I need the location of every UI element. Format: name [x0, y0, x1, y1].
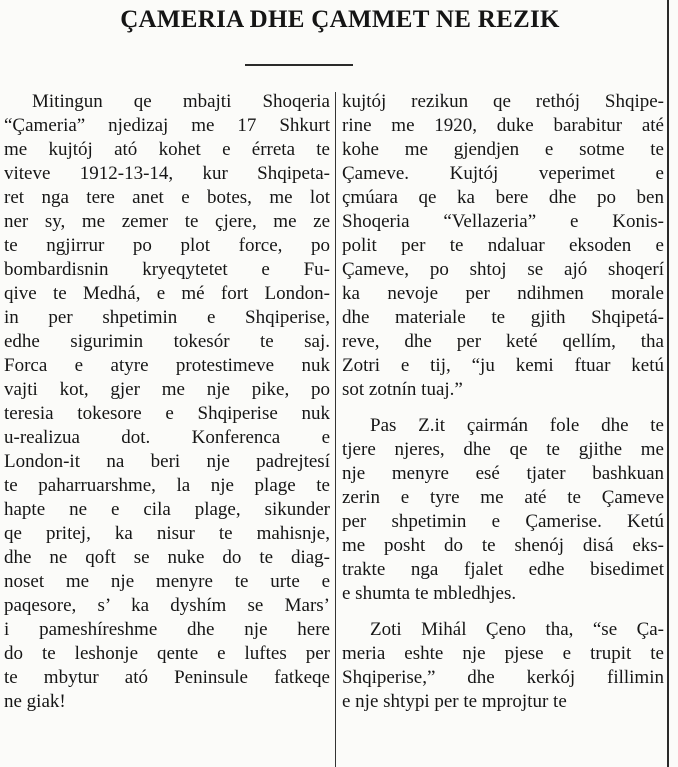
text-line: i pameshíreshme dhe nje here	[4, 619, 330, 640]
headline: ÇAMERIA DHE ÇAMMET NE REZIK	[120, 6, 560, 33]
text-line: ner sy, me zemer te çjere, me ze	[4, 211, 330, 232]
text-line: Forca e atyre protestimeve nuk	[4, 355, 330, 376]
text-line: meria eshte nje pjese e trupit te	[342, 643, 664, 664]
text-line: trakte nga fjalet edhe bisedimet	[342, 559, 664, 580]
text-line: qe pritej, ka nisur te mahisnje,	[4, 523, 330, 544]
text-line: me posht do te shenój disá eks-	[342, 535, 664, 556]
text-line: kujtój rezikun qe rethój Shqipe-	[342, 91, 664, 112]
text-line: viteve 1912-13-14, kur Shqipeta-	[4, 163, 330, 184]
text-line: zerin e tyre me até te Çameve	[342, 487, 664, 508]
text-line: e nje shtypi per te mprojtur te	[342, 691, 567, 712]
text-line: tjere njeres, dhe qe te gjithe me	[342, 439, 664, 460]
text-line: te mbytur ató Peninsule fatkeqe	[4, 667, 330, 688]
text-line: bombardisnin kryeqytetet e Fu-	[4, 259, 330, 280]
text-line: polit per te ndaluar eksoden e	[342, 235, 664, 256]
text-line: Shoqeria “Vellazeria” e Konis-	[342, 211, 664, 232]
text-line: Zoti Mihál Çeno tha, “se Ça-	[370, 619, 664, 640]
text-line: çmúara qe ka bere dhe po ben	[342, 187, 664, 208]
text-line: ret nga tere anet e botes, me lot	[4, 187, 330, 208]
text-line: te paharruarshme, la nje plage te	[4, 475, 330, 496]
page-edge-rule	[667, 0, 669, 767]
text-line: kohe me gjendjen e sotme te	[342, 139, 664, 160]
text-line: paqesore, s’ ka dyshím se Mars’	[4, 595, 330, 616]
text-line: ka nevoje per ndihmen morale	[342, 283, 664, 304]
text-line: rine me 1920, duke barabitur até	[342, 115, 664, 136]
text-line: hapte ne e cila plage, sikunder	[4, 499, 330, 520]
text-line: teresia tokesore e Shqiperise nuk	[4, 403, 330, 424]
text-line: edhe sigurimin tokesór te saj.	[4, 331, 330, 352]
paragraph	[342, 90, 664, 402]
text-line: dhe materiale te gjith Shqipetá-	[342, 307, 664, 328]
text-line: Pas Z.it çairmán fole dhe te	[370, 415, 664, 436]
text-line: ne giak!	[4, 691, 66, 712]
text-line: Zotri e tij, “ju kemi ftuar ketú	[342, 355, 664, 376]
text-line: noset me nje menyre te urte e	[4, 571, 330, 592]
text-line: me kujtój ató kohet e érreta te	[4, 139, 330, 160]
text-line: nje menyre esé tjater bashkuan	[342, 463, 664, 484]
text-line: London-it na beri nje padrejtesí	[4, 451, 330, 472]
text-line: qive te Medhá, e mé fort London-	[4, 283, 330, 304]
text-line: sot zotnín tuaj.”	[342, 379, 463, 400]
title-rule	[245, 64, 353, 66]
text-line: u-realizua dot. Konferenca e	[4, 427, 330, 448]
paragraph	[4, 90, 330, 714]
text-line: in per shpetimin e Shqiperise,	[4, 307, 330, 328]
left-column	[4, 90, 330, 714]
text-line: per shpetimin e Çamerise. Ketú	[342, 511, 664, 532]
text-line: “Çameria” njedizaj me 17 Shkurt	[4, 115, 330, 136]
paragraph	[342, 618, 664, 714]
text-line: Çameve, po shtoj se ajó shoqerí	[342, 259, 664, 280]
text-line: Mitingun qe mbajti Shoqeria	[32, 91, 330, 112]
text-line: vajti kot, gjer me nje pike, po	[4, 379, 330, 400]
text-line: e shumta te mbledhjes.	[342, 583, 517, 604]
text-line: dhe ne qoft se nuke do te diag-	[4, 547, 330, 568]
paragraph	[342, 414, 664, 606]
text-line: reve, dhe per keté qellím, tha	[342, 331, 664, 352]
text-line: te ngjirrur po plot force, po	[4, 235, 330, 256]
text-line: Çameve. Kujtój veperimet e	[342, 163, 664, 184]
right-column	[342, 90, 664, 714]
text-line: Shqiperise,” dhe kerkój fillimin	[342, 667, 664, 688]
column-divider	[335, 92, 336, 767]
text-line: do te leshonje qente e luftes per	[4, 643, 330, 664]
